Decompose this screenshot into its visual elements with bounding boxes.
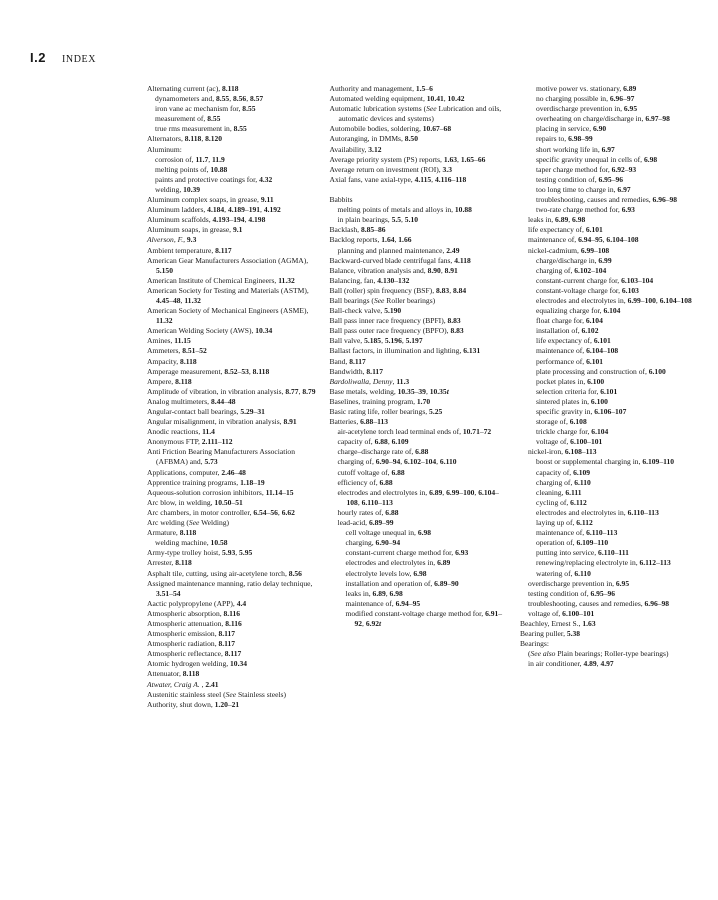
index-column-3 bbox=[520, 84, 692, 884]
index-entry: maintenance of, 6.110–113 bbox=[536, 528, 618, 538]
index-entry: cell voltage unequal in, 6.98 bbox=[345, 528, 432, 538]
index-entry: Aluminum ladders, 4.184, 4.189–191, 4.192 bbox=[147, 205, 281, 215]
index-entry: Atmospheric emission, 8.117 bbox=[147, 629, 236, 639]
index-entry: Aluminum soaps, in grease, 9.1 bbox=[147, 225, 243, 235]
index-entry: Attenuator, 8.118 bbox=[147, 669, 200, 679]
index-entry: nickel-iron, 6.108–113 bbox=[528, 447, 597, 457]
index-entry: Aqueous-solution corrosion inhibitors, 11.14–15 bbox=[147, 487, 294, 497]
index-entry: voltage of, 6.100–101 bbox=[528, 608, 595, 618]
index-entry: Backlog reports, 1.64, 1.66 bbox=[329, 235, 412, 245]
index-entry: renewing/replacing electrolyte in, 6.112–113 bbox=[536, 558, 671, 568]
index-entry: storage of, 6.108 bbox=[536, 417, 587, 427]
index-entry: capacity of, 6.88, 6.109 bbox=[337, 437, 409, 447]
index-entry: Baselines, training program, 1.70 bbox=[329, 396, 431, 406]
index-entry: boost or supplemental charging in, 6.109–110 bbox=[536, 457, 675, 467]
index-entry: life expectancy of, 6.101 bbox=[536, 336, 611, 346]
index-entry: no charging possible in, 6.96–97 bbox=[536, 94, 635, 104]
index-entry: too long time to charge in, 6.97 bbox=[536, 184, 631, 194]
index-entry: Ammeters, 8.51–52 bbox=[147, 346, 207, 356]
index-entry: true rms measurement in, 8.55 bbox=[155, 124, 247, 134]
index-entry: nickel-cadmium, 6.99–108 bbox=[528, 245, 610, 255]
index-entry: Basic rating life, roller bearings, 5.25 bbox=[329, 407, 443, 416]
index-entry: Ball pass inner race frequency (BPFI), 8.83 bbox=[329, 316, 461, 326]
index-entry: air-acetylene torch lead terminal ends of, 10.71–72 bbox=[337, 427, 492, 437]
index-entry: short working life in, 6.97 bbox=[536, 144, 615, 154]
index-entry: Alternating current (ac), 8.118 bbox=[147, 84, 239, 93]
index-entry: Army-type trolley hoist, 5.93, 5.95 bbox=[147, 548, 253, 558]
page-number: I.2 bbox=[30, 50, 46, 65]
index-entry: Arc welding (See Welding) bbox=[147, 518, 230, 528]
index-entry: planning and planned maintenance, 2.49 bbox=[337, 245, 460, 255]
index-entry: constant-current charge method for, 6.93 bbox=[345, 548, 469, 558]
index-entry: electrodes and electrolytes in, 6.99–100, 6.104–108 bbox=[536, 295, 692, 305]
index-entry: Average return on investment (ROI), 3.3 bbox=[329, 164, 452, 174]
index-entry: cleaning, 6.111 bbox=[536, 487, 582, 497]
index-entry: Balance, vibration analysis and, 8.90, 8.91 bbox=[329, 265, 458, 275]
index-entry: Backward-curved blade centrifugal fans, 4.118 bbox=[329, 255, 471, 265]
index-entry: iron vane ac mechanism for, 8.55 bbox=[155, 104, 256, 114]
index-entry: taper charge method for, 6.92–93 bbox=[536, 164, 637, 174]
index-entry: equalizing charge for, 6.104 bbox=[536, 306, 621, 316]
index-entry: testing condition of, 6.95–96 bbox=[528, 588, 616, 598]
index-entry: operation of, 6.109–110 bbox=[536, 538, 609, 548]
index-entry: Arc chambers, in motor controller, 6.54–56, 6.62 bbox=[147, 507, 295, 517]
index-entry: charging of, 6.102–104 bbox=[536, 265, 607, 275]
index-entry: Amperage measurement, 8.52–53, 8.118 bbox=[147, 366, 270, 376]
index-entry: Atmospheric radiation, 8.117 bbox=[147, 639, 236, 649]
page-header bbox=[30, 50, 96, 65]
index-entry: Assigned maintenance manning, ratio delay technique, 3.51–54 bbox=[147, 578, 313, 598]
index-entry: electrodes and electrolytes in, 6.89, 6.99–100, 6.104–108, 6.110–113 bbox=[337, 487, 499, 507]
index-entry: Base metals, welding, 10.35–39, 10.35t bbox=[329, 386, 449, 396]
index-entry: testing condition of, 6.95–96 bbox=[536, 174, 624, 184]
index-entry: charging of, 6.90–94, 6.102–104, 6.110 bbox=[337, 457, 457, 467]
index-entry: watering of, 6.110 bbox=[536, 568, 591, 578]
index-entry: motive power vs. stationary, 6.89 bbox=[536, 84, 637, 93]
index-entry: repairs to, 6.98–99 bbox=[536, 134, 593, 144]
index-entry: American Institute of Chemical Engineers, 11.32 bbox=[147, 275, 295, 285]
index-entry: Amines, 11.15 bbox=[147, 336, 191, 346]
index-entry: overheating on charge/discharge in, 6.97–98 bbox=[536, 114, 670, 124]
index-entry: modified constant-voltage charge method for, 6.91–92, 6.92t bbox=[345, 608, 503, 628]
index-entry: Backlash, 8.85–86 bbox=[329, 225, 386, 235]
index-entry: efficiency of, 6.88 bbox=[337, 477, 393, 487]
index-entry: Automatic lubrication systems (See Lubrication and oils, automatic devices and systems) bbox=[329, 104, 502, 124]
index-entry: American Society for Testing and Materials (ASTM), 4.45–48, 11.32 bbox=[147, 285, 309, 305]
index-entry: cutoff voltage of, 6.88 bbox=[337, 467, 405, 477]
index-entry: melting points of, 10.88 bbox=[155, 164, 228, 174]
index-entry: float charge for, 6.104 bbox=[536, 316, 603, 326]
index-entry: two-rate charge method for, 6.93 bbox=[536, 205, 635, 215]
index-entry: performance of, 6.101 bbox=[536, 356, 604, 366]
index-entry: selection criteria for, 6.101 bbox=[536, 386, 618, 396]
index-entry: Atmospheric reflectance, 8.117 bbox=[147, 649, 242, 659]
index-entry: Ampere, 8.118 bbox=[147, 376, 192, 386]
index-entry: charging of, 6.110 bbox=[536, 477, 591, 487]
index-entry: cycling of, 6.112 bbox=[536, 497, 587, 507]
index-entry: voltage of, 6.100–101 bbox=[536, 437, 603, 447]
index-entry: Austenitic stainless steel (See Stainless steels) bbox=[147, 689, 286, 699]
index-entry: Aluminum scaffolds, 4.193–194, 4.198 bbox=[147, 215, 266, 225]
index-entry: specific gravity unequal in cells of, 6.98 bbox=[536, 154, 658, 164]
index-entry: Armature, 8.118 bbox=[147, 528, 197, 538]
index-entry: Average priority system (PS) reports, 1.63, 1.65–66 bbox=[329, 154, 486, 164]
index-entry: Analog multimeters, 8.44–48 bbox=[147, 396, 236, 406]
index-entry: charge/discharge in, 6.99 bbox=[536, 255, 612, 265]
index-entry: leaks in, 6.89, 6.98 bbox=[528, 215, 586, 225]
index-entry: Ball (roller) spin frequency (BSF), 8.83, 8.84 bbox=[329, 285, 467, 295]
index-entry: Anti Friction Bearing Manufacturers Association (AFBMA) and, 5.73 bbox=[147, 447, 295, 467]
index-entry: installation and operation of, 6.89–90 bbox=[345, 578, 459, 588]
index-entry: Bearing puller, 5.38 bbox=[520, 629, 581, 639]
index-entry: Atomic hydrogen welding, 10.34 bbox=[147, 659, 247, 669]
index-entry: paints and protective coatings for, 4.32 bbox=[155, 174, 273, 184]
index-column-2 bbox=[330, 84, 510, 884]
index-entry: Atmospheric absorption, 8.116 bbox=[147, 608, 241, 618]
index-entry: Ampacity, 8.118 bbox=[147, 356, 197, 366]
index-entry: putting into service, 6.110–111 bbox=[536, 548, 629, 558]
index-entry: overdischarge prevention in, 6.95 bbox=[536, 104, 638, 114]
index-entry: Ball valve, 5.185, 5.196, 5.197 bbox=[329, 336, 423, 346]
index-entry: leaks in, 6.89, 6.98 bbox=[345, 588, 403, 598]
index-entry: Automobile bodies, soldering, 10.67–68 bbox=[329, 124, 452, 134]
index-entry: welding, 10.39 bbox=[155, 184, 201, 194]
index-entry: melting points of metals and alloys in, 10.88 bbox=[337, 205, 472, 215]
index-entry: installation of, 6.102 bbox=[536, 326, 599, 336]
index-entry: Ball bearings (See Roller bearings) bbox=[329, 295, 436, 305]
index-entry: American Welding Society (AWS), 10.34 bbox=[147, 326, 273, 336]
index-entry: American Society of Mechanical Engineers (ASME), 11.32 bbox=[147, 306, 309, 326]
index-entry: Ball pass outer race frequency (BPFO), 8.83 bbox=[329, 326, 464, 336]
index-entry: Applications, computer, 2.46–48 bbox=[147, 467, 246, 477]
index-entry: Alverson, F., 9.3 bbox=[147, 235, 197, 245]
index-column-1 bbox=[147, 84, 319, 884]
page-title: INDEX bbox=[61, 54, 97, 65]
index-entry: Aactic polypropylene (APP), 4.4 bbox=[147, 598, 247, 608]
index-entry: Axial fans, vane axial-type, 4.115, 4.116–118 bbox=[329, 174, 467, 184]
index-entry: Ball-check valve, 5.190 bbox=[329, 306, 402, 316]
index-entry: Anodic reactions, 11.4 bbox=[147, 427, 215, 437]
index-entry: Aluminum: bbox=[147, 144, 182, 154]
index-entry: Batteries, 6.88–113 bbox=[329, 417, 389, 427]
index-entry: Availability, 3.12 bbox=[329, 144, 382, 154]
index-entry: in plain bearings, 5.5, 5.10 bbox=[337, 215, 419, 225]
index-entry: life expectancy of, 6.101 bbox=[528, 225, 603, 235]
index-entry: sintered plates in, 6.100 bbox=[536, 396, 608, 406]
index-entry: charging, 6.90–94 bbox=[345, 538, 401, 548]
index-entry: Beachley, Ernest S., 1.63 bbox=[520, 618, 596, 628]
index-entry: Bandwidth, 8.117 bbox=[329, 366, 383, 376]
index-entry: in air conditioner, 4.89, 4.97 bbox=[528, 659, 614, 669]
index-entry: plate processing and construction of, 6.100 bbox=[536, 366, 666, 376]
index-entry: Asphalt tile, cutting, using air-acetylene torch, 8.56 bbox=[147, 568, 302, 578]
index-entry: Arc blow, in welding, 10.50–51 bbox=[147, 497, 243, 507]
index-entry: Atwater, Craig A. , 2.41 bbox=[147, 679, 219, 689]
index-entry: Authority and management, 1.5–6 bbox=[329, 84, 433, 93]
index-entry: constant-voltage charge for, 6.103 bbox=[536, 285, 639, 295]
index-entry: troubleshooting, causes and remedies, 6.96–98 bbox=[536, 195, 678, 205]
index-entry: Amplitude of vibration, in vibration analysis, 8.77, 8.79 bbox=[147, 386, 316, 396]
index-entry: overdischarge prevention in, 6.95 bbox=[528, 578, 630, 588]
index-entry: Ambient temperature, 8.117 bbox=[147, 245, 232, 255]
index-entry: measurement of, 8.55 bbox=[155, 114, 221, 124]
index-entry: maintenance of, 6.104–108 bbox=[536, 346, 619, 356]
index-entry: constant-current charge for, 6.103–104 bbox=[536, 275, 654, 285]
index-entry: trickle charge for, 6.104 bbox=[536, 427, 609, 437]
index-entry: Atmospheric attenuation, 8.116 bbox=[147, 618, 242, 628]
index-entry: electrodes and electrolytes in, 6.110–113 bbox=[536, 507, 659, 517]
index-entry: welding machine, 10.58 bbox=[155, 538, 228, 548]
index-entry: electrolyte levels low, 6.98 bbox=[345, 568, 427, 578]
index-entry: charge–discharge rate of, 6.88 bbox=[337, 447, 429, 457]
index-entry: placing in service, 6.90 bbox=[536, 124, 607, 134]
index-entry: Angular-contact ball bearings, 5.29–31 bbox=[147, 407, 265, 416]
index-entry: Babbits bbox=[329, 195, 353, 205]
index-entry: Ballast factors, in illumination and lighting, 6.131 bbox=[329, 346, 481, 356]
index-entry: Authority, shut down, 1.20–21 bbox=[147, 699, 240, 709]
index-columns bbox=[147, 84, 692, 884]
index-entry: lead-acid, 6.89–99 bbox=[337, 518, 394, 528]
index-entry: Bearings: bbox=[520, 639, 549, 649]
index-entry: Alternators, 8.118, 8.120 bbox=[147, 134, 223, 144]
index-entry: specific gravity in, 6.106–107 bbox=[536, 407, 627, 416]
index-entry: Automated welding equipment, 10.41, 10.42 bbox=[329, 94, 465, 104]
index-entry: troubleshooting, causes and remedies, 6.96–98 bbox=[528, 598, 670, 608]
index-entry: Arrester, 8.118 bbox=[147, 558, 192, 568]
index-entry: electrodes and electrolytes in, 6.89 bbox=[345, 558, 451, 568]
index-entry: maintenance of, 6.94–95, 6.104–108 bbox=[528, 235, 639, 245]
index-entry: laying up of, 6.112 bbox=[536, 518, 593, 528]
index-entry: Balancing, fan, 4.130–132 bbox=[329, 275, 410, 285]
index-entry: dynamometers and, 8.55, 8.56, 8.57 bbox=[155, 94, 264, 104]
index-entry: Aluminum complex soaps, in grease, 9.11 bbox=[147, 195, 274, 205]
index-entry: (See also Plain bearings; Roller-type bearings) bbox=[528, 649, 669, 659]
index-entry: maintenance of, 6.94–95 bbox=[345, 598, 421, 608]
index-entry: Autoranging, in DMMs, 8.50 bbox=[329, 134, 418, 144]
index-entry: hourly rates of, 6.88 bbox=[337, 507, 399, 517]
index-entry: Angular misalignment, in vibration analysis, 8.91 bbox=[147, 417, 297, 427]
index-entry: American Gear Manufacturers Association (AGMA), 5.150 bbox=[147, 255, 309, 275]
index-entry: Apprentice training programs, 1.18–19 bbox=[147, 477, 265, 487]
index-entry: Anonymous FTP, 2.111–112 bbox=[147, 437, 233, 447]
index-entry: Bardoliwalla, Denny, 11.3 bbox=[329, 376, 410, 386]
index-entry: capacity of, 6.109 bbox=[536, 467, 591, 477]
index-entry: Band, 8.117 bbox=[329, 356, 366, 366]
index-entry: corrosion of, 11.7, 11.9 bbox=[155, 154, 225, 164]
index-entry: pocket plates in, 6.100 bbox=[536, 376, 605, 386]
